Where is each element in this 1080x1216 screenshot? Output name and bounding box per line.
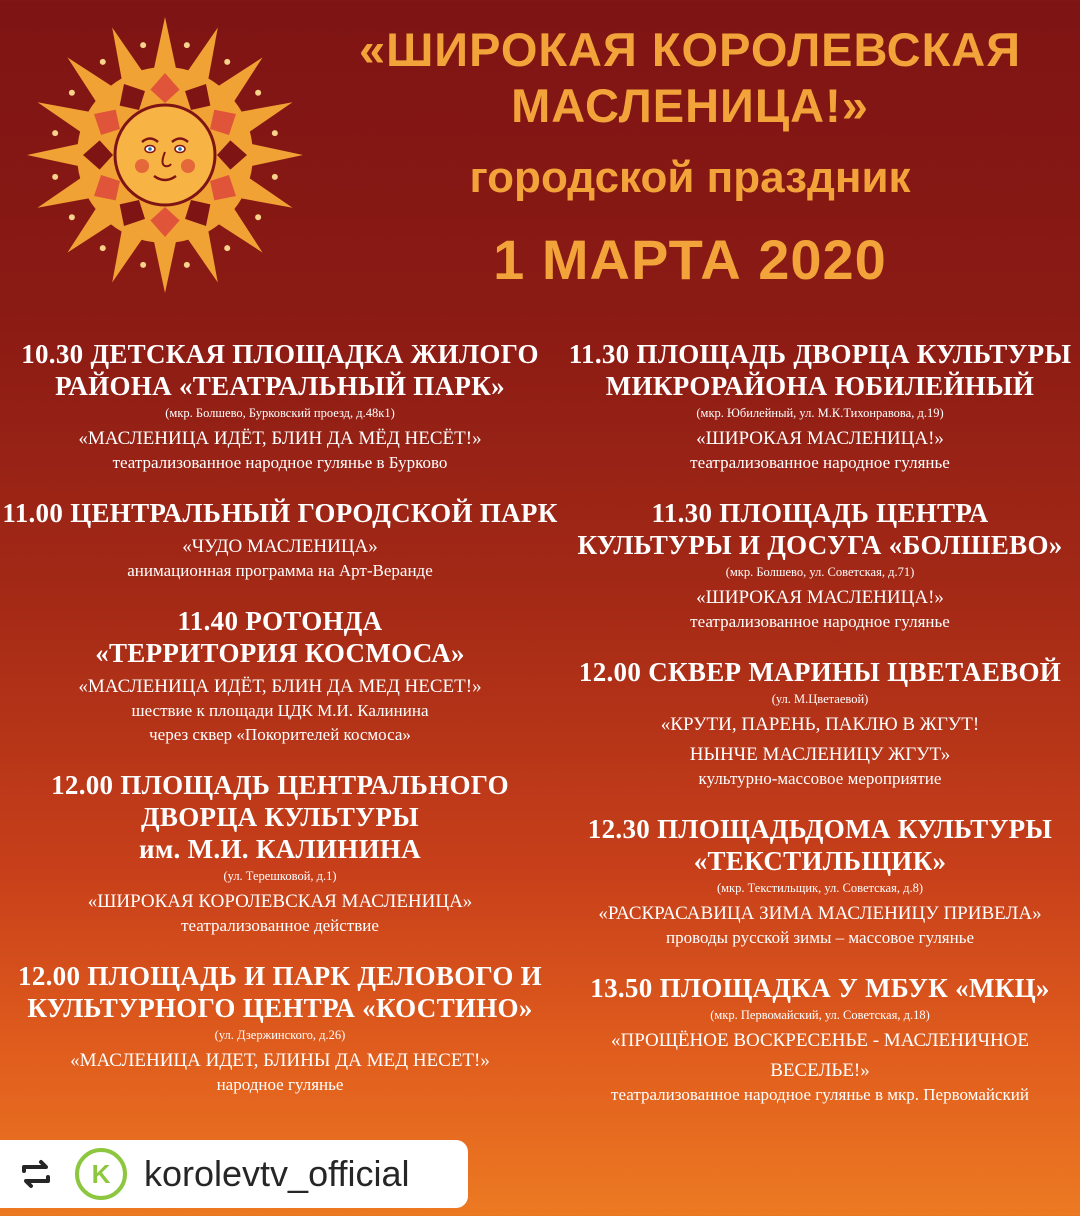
repost-bar[interactable] [0, 1140, 468, 1208]
event-description: анимационная программа на Арт-Веранде [127, 561, 433, 580]
event-item [560, 972, 1080, 1107]
event-description: шествие к площади ЦДК М.И. Калинина [131, 701, 429, 720]
event-title: «ТЕРРИТОРИЯ КОСМОСА» [95, 638, 465, 668]
event-item [0, 338, 560, 475]
headline-date: 1 МАРТА 2020 [493, 228, 887, 291]
event-name: «РАСКРАСАВИЦА ЗИМА МАСЛЕНИЦУ ПРИВЕЛА» [598, 903, 1042, 924]
left-events-column [0, 338, 560, 1119]
event-item [560, 338, 1080, 475]
event-name: НЫНЧЕ МАСЛЕНИЦУ ЖГУТ» [689, 744, 951, 765]
event-address: (мкр. Текстильщик, ул. Советская, д.8) [716, 881, 924, 895]
event-title: 11.30 ПЛОЩАДЬ ЦЕНТРА [651, 498, 989, 528]
event-name: «ШИРОКАЯ МАСЛЕНИЦА!» [696, 587, 944, 608]
event-description: через сквер «Покорителей космоса» [149, 725, 411, 744]
event-address: (ул. М.Цветаевой) [771, 692, 869, 706]
event-address: (мкр. Болшево, Бурковский проезд, д.48к1) [165, 406, 395, 420]
event-address: (ул. Терешковой, д.1) [223, 869, 337, 883]
event-title: РАЙОНА «ТЕАТРАЛЬНЫЙ ПАРК» [55, 371, 505, 401]
event-item [560, 497, 1080, 634]
event-name: «МАСЛЕНИЦА ИДЁТ, БЛИН ДА МЕД НЕСЕТ!» [78, 676, 482, 697]
event-description: культурно-массовое мероприятие [698, 769, 942, 788]
event-description: театрализованное народное гулянье в мкр. Первомайский [611, 1085, 1029, 1104]
event-title: 10.30 ДЕТСКАЯ ПЛОЩАДКА ЖИЛОГО [21, 339, 539, 369]
headline-line-1: «ШИРОКАЯ КОРОЛЕВСКАЯ [358, 23, 1022, 76]
event-address: (мкр. Болшево, ул. Советская, д.71) [725, 565, 915, 579]
event-title: 13.50 ПЛОЩАДКА У МБУК «МКЦ» [590, 973, 1050, 1003]
event-description: народное гулянье [216, 1075, 344, 1094]
event-name: «ПРОЩЁНОЕ ВОСКРЕСЕНЬЕ - МАСЛЕНИЧНОЕ [611, 1030, 1029, 1051]
event-name: «КРУТИ, ПАРЕНЬ, ПАКЛЮ В ЖГУТ! [660, 714, 980, 735]
event-name: «ЧУДО МАСЛЕНИЦА» [182, 536, 378, 557]
event-description: театрализованное народное гулянье в Бурково [112, 453, 448, 472]
event-item [0, 960, 560, 1097]
event-item [0, 605, 560, 747]
event-item [0, 497, 560, 583]
event-title: 12.00 ПЛОЩАДЬ И ПАРК ДЕЛОВОГО И [18, 961, 542, 991]
event-name: «МАСЛЕНИЦА ИДЕТ, БЛИНЫ ДА МЕД НЕСЕТ!» [70, 1050, 490, 1071]
event-name: «МАСЛЕНИЦА ИДЁТ, БЛИН ДА МЁД НЕСЁТ!» [78, 428, 482, 449]
korolevtv-logo-icon[interactable] [74, 1147, 128, 1201]
event-title: КУЛЬТУРНОГО ЦЕНТРА «КОСТИНО» [27, 993, 533, 1023]
event-title: 11.30 ПЛОЩАДЬ ДВОРЦА КУЛЬТУРЫ [568, 339, 1072, 369]
event-title: 12.00 СКВЕР МАРИНЫ ЦВЕТАЕВОЙ [578, 657, 1062, 687]
event-title: 12.00 ПЛОЩАДЬ ЦЕНТРАЛЬНОГО [51, 770, 509, 800]
event-description: театрализованное народное гулянье [690, 453, 950, 472]
headline-subtitle: городской праздник [469, 153, 911, 202]
event-address: (мкр. Первомайский, ул. Советская, д.18) [710, 1008, 930, 1022]
headline-line-2: МАСЛЕНИЦА!» [511, 79, 869, 132]
event-description: театрализованное народное гулянье [690, 612, 950, 631]
event-title: МИКРОРАЙОНА ЮБИЛЕЙНЫЙ [605, 371, 1035, 401]
event-title: им. М.И. КАЛИНИНА [139, 834, 421, 864]
repost-icon[interactable] [16, 1154, 56, 1194]
event-title: КУЛЬТУРЫ И ДОСУГА «БОЛШЕВО» [577, 530, 1063, 560]
event-title: ДВОРЦА КУЛЬТУРЫ [141, 802, 419, 832]
event-address: (ул. Дзержинского, д.26) [214, 1028, 346, 1042]
event-title: 12.30 ПЛОЩАДЬДОМА КУЛЬТУРЫ [587, 814, 1053, 844]
event-item [560, 656, 1080, 791]
account-handle[interactable]: korolevtv_official [144, 1153, 410, 1194]
event-title: 11.40 РОТОНДА [177, 606, 383, 636]
event-name: ВЕСЕЛЬЕ!» [770, 1060, 870, 1081]
event-description: проводы русской зимы – массовое гулянье [665, 928, 975, 947]
right-events-column [560, 338, 1080, 1129]
event-name: «ШИРОКАЯ КОРОЛЕВСКАЯ МАСЛЕНИЦА» [87, 891, 473, 912]
event-item [560, 813, 1080, 950]
event-name: «ШИРОКАЯ МАСЛЕНИЦА!» [696, 428, 944, 449]
svg-text:K: K [91, 1159, 111, 1189]
event-item [0, 769, 560, 938]
event-title: 11.00 ЦЕНТРАЛЬНЫЙ ГОРОДСКОЙ ПАРК [2, 498, 558, 528]
event-address: (мкр. Юбилейный, ул. М.К.Тихонравова, д.19) [696, 406, 944, 420]
event-description: театрализованное действие [181, 916, 379, 935]
event-title: «ТЕКСТИЛЬЩИК» [693, 846, 947, 876]
